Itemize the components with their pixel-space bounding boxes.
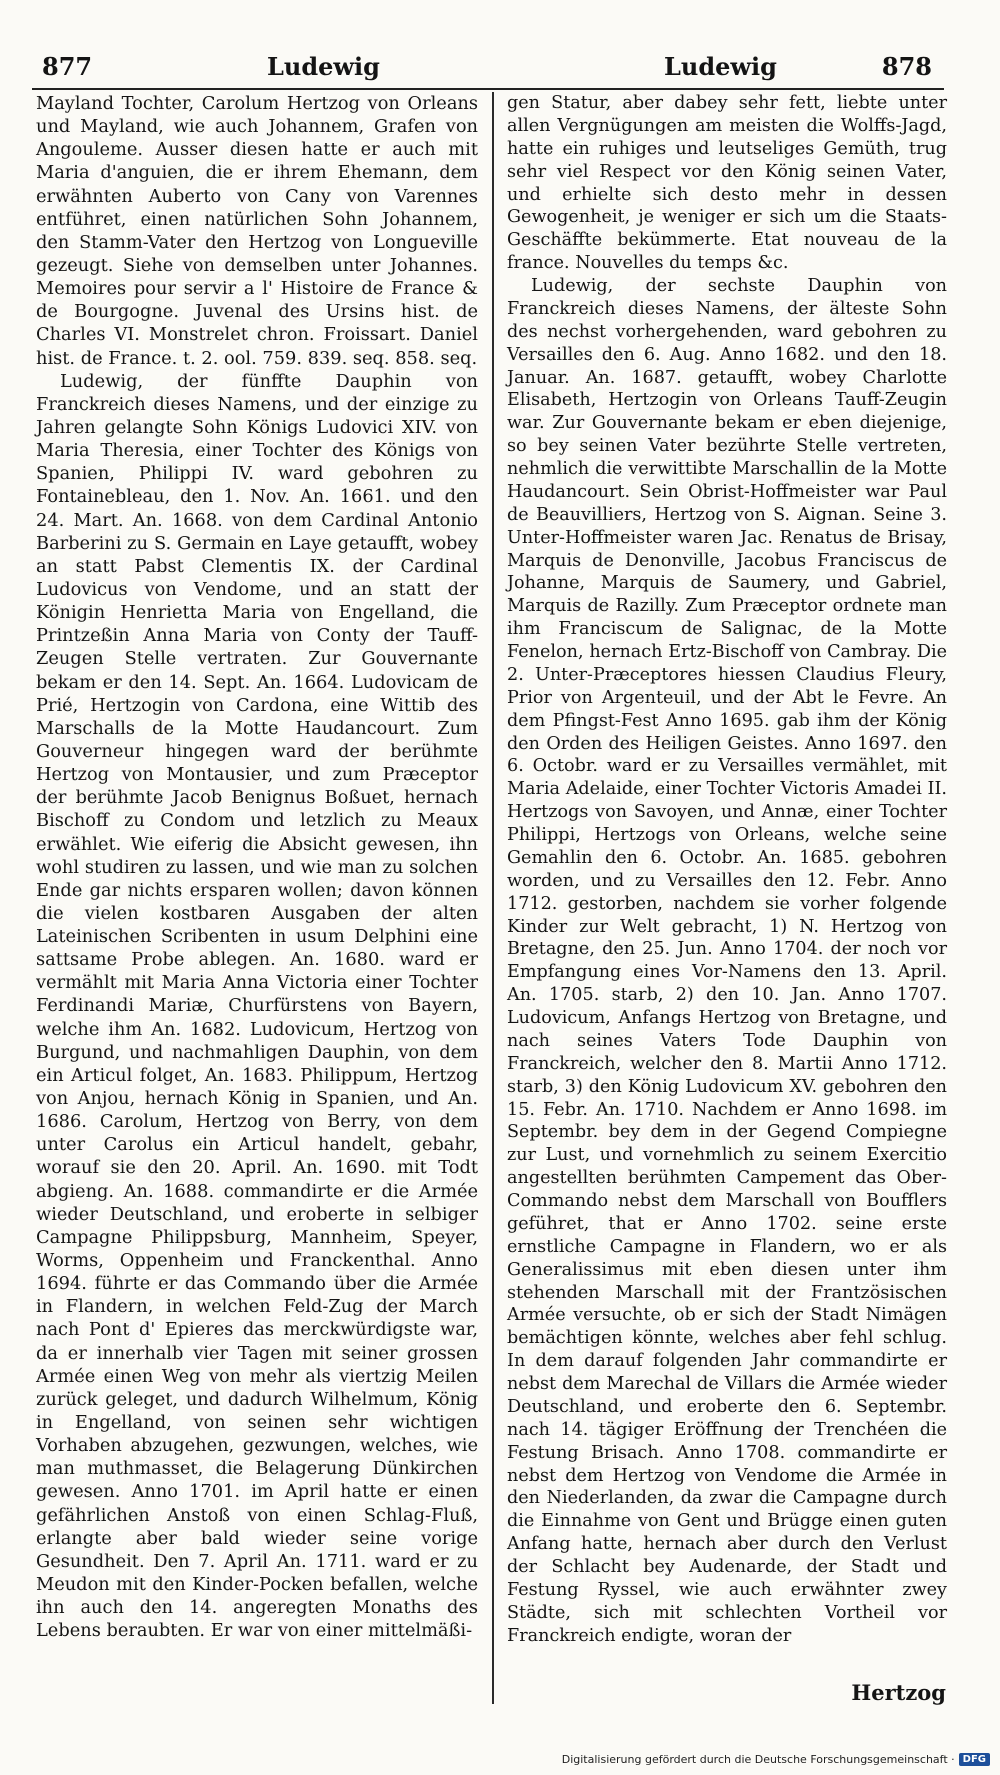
left-page-number: 877 xyxy=(42,52,93,81)
footer-credit: Digitalisierung gefördert durch die Deutsche Forschungsgemeinschaft · xyxy=(561,1753,955,1766)
dfg-logo: DFG xyxy=(959,1753,990,1766)
right-paragraph-2: Ludewig, der sechste Dauphin von Franckreich dieses Namens, der älteste Sohn des nechst vorhergehenden, ward gebohren zu Versailles den 6. Aug. Anno 1682. und den 18. Januar. An. 1687. getaufft, wobey Charlotte Elisabeth, Hertzogin von Orleans Tauff-Zeugin war. Zur Gouvernante bekam er eben diejenige, so bey seinen Vater bezührte Stelle vertreten, nehmlich die verwittibte Marschallin de la Motte Haudancourt. Sein Obrist-Hoffmeister war Paul de Beauvilliers, Hertzog von S. Aignan. Seine 3. Unter-Hoffmeister waren Jac. Renatus de Brisay, Marquis de Denonville, Jacobus Franciscus de Johanne, Marquis de Saumery, und Gabriel, Marquis de Razilly. Zum Præceptor ordnete man ihm Franciscum de Salignac, de la Motte Fenelon, hernach Ertz-Bischoff von Cambray. Die 2. Unter-Præceptores hiessen Claudius Fleury, Prior von Argenteuil, und der Abt le Fevre. An dem Pfingst-Fest Anno 1695. gab ihm der König den Orden des Heiligen Geistes. Anno 1697. den 6. Octobr. ward er zu Versailles vermählet, mit Maria Adelaide, einer Tochter Victoris Amadei II. Hertzogs von Savoyen, und Annæ, einer Tochter Philippi, Hertzogs von Orleans, welche seine Gemahlin den 6. Octobr. An. 1685. gebohren worden, und zu Versailles den 12. Febr. Anno 1712. gestorben, nachdem sie vorher folgende Kinder zur Welt gebracht, 1) N. Hertzog von Bretagne, den 25. Jun. Anno 1704. der noch vor Empfangung eines Vor-Namens den 13. April. An. 1705. starb, 2) den 10. Jan. Anno 1707. Ludovicum, Anfangs Hertzog von Bretagne, und nach seines Vaters Tode Dauphin von Franckreich, welcher den 8. Martii Anno 1712. starb, 3) den König Ludovicum XV. gebohren den 15. Febr. An. 1710. Nachdem er Anno 1698. im Septembr. bey dem in der Gegend Compiegne zur Lust, und vornehmlich zu seinem Exercitio angestellten berühmten Campement das Ober-Commando nebst dem Marschall von Boufflers geführet, that er Anno 1702. seine erste ernstliche Campagne in Flandern, wo er als Generalissimus mit eben diesen unter ihm stehenden Marschall mit der Frantzösischen Armée versuchte, ob er sich der Stadt Nimägen bemächtigen könnte, welches aber fehl schlug. In dem darauf folgenden Jahr commandirte er nebst dem Marechal de Villars die Armée wieder Deutschland, und eroberte den 6. Septembr. nach 14. tägiger Eröffnung der Trenchéen die Festung Brisach. Anno 1708. commandirte er nebst dem Hertzog von Vendome die Armée in den Niederlanden, da zwar die Campagne durch die Einnahme von Gent und Brügge einen guten Anfang hatte, hernach aber durch den Verlust der Schlacht bey Audenarde, der Stadt und Festung Ryssel, wie auch erwähnter zwey Städte, sich mit schlechten Vortheil vor Franckreich endigte, woran der xyxy=(507,276,947,1646)
left-paragraph-2: Ludewig, der fünffte Dauphin von Franckreich dieses Namens, und der einzige zu Jahren gelangte Sohn Königs Ludovici XIV. von Maria Theresia, einer Tochter des Königs von Spanien, Philippi IV. ward gebohren zu Fontainebleau, den 1. Nov. An. 1661. und den 24. Mart. An. 1668. von dem Cardinal Antonio Barberini zu S. Germain en Laye getaufft, wobey an statt Pabst Clementis IX. der Cardinal Ludovicus von Vendome, und an statt der Königin Henrietta Maria von Engelland, die Printzeßin Anna Maria von Conty der Tauff-Zeugen Stelle vertraten. Zur Gouvernante bekam er den 14. Sept. An. 1664. Ludovicam de Prié, Hertzogin von Cardona, eine Wittib des Marschalls de la Motte Haudancourt. Zum Gouverneur hingegen ward der berühmte Hertzog von Montausier, und zum Præceptor der berühmte Jacob Benignus Boßuet, hernach Bischoff zu Condom und letzlich zu Meaux erwählet. Wie eiferig die Absicht gewesen, ihn wohl studiren zu lassen, und wie man zu solchen Ende gar nichts ersparen wollen; davon können die vielen kostbaren Ausgaben der alten Lateinischen Scribenten in usum Delphini eine sattsame Probe ablegen. An. 1680. ward er vermählt mit Maria Anna Victoria einer Tochter Ferdinandi Mariæ, Churfürstens von Bayern, welche ihm An. 1682. Ludovicum, Hertzog von Burgund, und nachmahligen Dauphin, von dem ein Articul folget, An. 1683. Philippum, Hertzog von Anjou, hernach König in Spanien, und An. 1686. Carolum, Hertzog von Berry, von dem unter Carolus ein Articul handelt, gebahr, worauf sie den 20. April. An. 1690. mit Todt abgieng. An. 1688. commandirte er die Armée wieder Deutschland, und eroberte in selbiger Campagne Philippsburg, Mannheim, Speyer, Worms, Oppenheim und Franckenthal. Anno 1694. führte er das Commando über die Armée in Flandern, in welchen Feld-Zug der March nach Pont d' Epieres das merckwürdigste war, da er innerhalb vier Tagen mit seiner grossen Armée einen Weg von mehr als viertzig Meilen zurück geleget, und dadurch Wilhelmum, König in Engelland, von seinen sehr wichtigen Vorhaben abzugehen, gezwungen, welches, wie man muthmasset, die Belagerung Dünkirchen gewesen. Anno 1701. im April hatte er einen gefährlichen Anstoß von einen Schlag-Fluß, erlangte aber bald wieder seine vorige Gesundheit. Den 7. April An. 1711. ward er zu Meudon mit den Kinder-Pocken befallen, welche ihn auch den 14. angeregten Monaths des Lebens beraubten. Er war von einer mittelmäßi- xyxy=(36,370,478,1642)
left-paragraph-1: Mayland Tochter, Carolum Hertzog von Orleans und Mayland, wie auch Johannem, Grafen von Angouleme. Ausser diesen hatte er auch mit Maria d'anguien, die er ihrem Ehemann, dem erwähnten Auberto von Cany von Varennes entführet, einen natürlichen Sohn Johannem, den Stamm-Vater den Hertzog von Longueville gezeugt. Siehe von demselben unter Johannes. Memoires pour servir a l' Histoire de France & de Bourgogne. Juvenal des Ursins hist. de Charles VI. Monstrelet chron. Froissart. Daniel hist. de France. t. 2. ool. 759. 839. seq. 858. seq. xyxy=(36,93,478,369)
right-column xyxy=(507,92,947,1648)
column-divider xyxy=(492,92,494,1704)
left-column xyxy=(36,92,478,1642)
right-page-number: 878 xyxy=(881,52,932,81)
right-running-title: Ludewig xyxy=(664,52,777,81)
catchword: Hertzog xyxy=(851,1680,946,1705)
left-running-title: Ludewig xyxy=(267,52,380,81)
right-paragraph-1: gen Statur, aber dabey sehr fett, liebte unter allen Vergnügungen am meisten die Wolffs-Jagd, hatte ein ruhiges und leutseliges Gemüth, trug sehr viel Respect vor den König seinen Vater, und erhielte sich desto mehr in dessen Gewogenheit, je weniger er sich um die Staats-Geschäffte bekümmerte. Etat nouveau de la france. Nouvelles du temps &c. xyxy=(507,93,947,274)
running-header xyxy=(32,52,944,90)
digitization-footer xyxy=(562,1753,990,1766)
